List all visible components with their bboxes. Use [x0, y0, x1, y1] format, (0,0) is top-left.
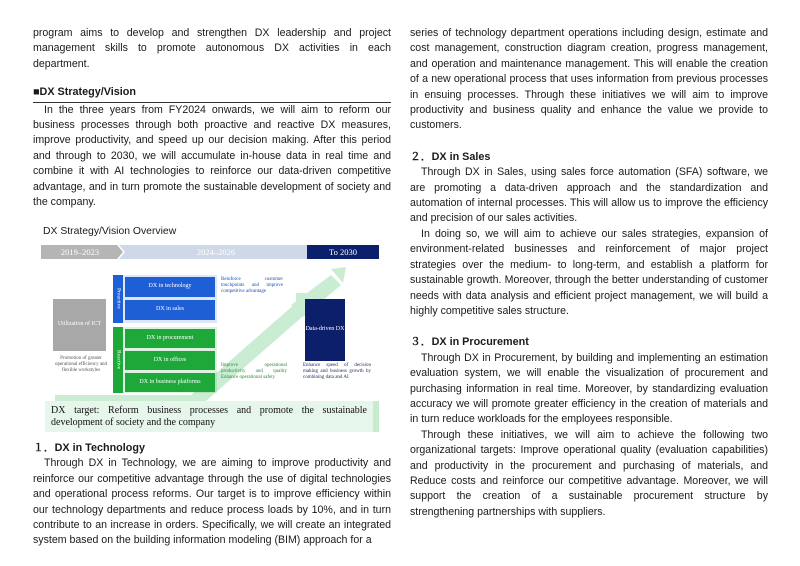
strategy-figure [41, 245, 385, 433]
dx-technology-box: DX in technology [148, 283, 192, 290]
reactive-note: Improve operational productivity and quality Enhance operational safety [221, 362, 287, 380]
dx-procurement-box: DX in procurement [146, 334, 194, 341]
dx-business-platforms-box: DX in business platforms [139, 378, 201, 385]
continuation-paragraph: series of technology department operations including design, estimate and cost management, construction diagram creation, progress management, and operation and maintenance management. This will enable the creation of a new operational process that uses information from previous processes in ensuing processes. Through these initiatives we will aim to improve productivity and business quality and enhance the value we provide to customers. [410, 27, 768, 132]
section1-paragraph: Through DX in Technology, we are aiming to improve productivity and reinforce our competitive advantage through the use of digital technologies and operational process reforms. Our target is to improve efficiency within our technology departments and reduce process loads by 10%, and in turn contribute to an increase in orders. Specifically, we will create an integrated system based on the building information modeling (BIM) approach for a [33, 457, 391, 547]
section1-heading: １．DX in Technology [33, 441, 145, 454]
strategy-paragraph: In the three years from FY2024 onwards, we will aim to reform our business processes through both proactive and reactive DX measures, improve productivity, and speed up our decision making. After this period and through to 2030, we will accumulate in-house data in real time and combine it with AI technologies to reinforce our data-driven competitive advantage, and in turn promote the sustainable development of society and the company. [33, 103, 391, 209]
reactive-label: Reactive [115, 350, 122, 370]
dx-sales-box: DX in sales [156, 306, 184, 313]
utilization-box: Utilization of ICT [57, 321, 102, 328]
figure-title: DX Strategy/Vision Overview [43, 226, 177, 238]
left-column [33, 26, 391, 549]
section2-paragraph-1: Through DX in Sales, using sales force automation (SFA) software, we are promoting a data-driven approach and the standardization and automation of internal processes. This will allow us to improve the efficiency and precision of our sales activities. [410, 166, 768, 225]
data-driven-note: Enhance speed of decision making and business growth by combining data and AI [303, 362, 371, 380]
section3-paragraph-2: Through these initiatives, we will aim to achieve the following two organizational targets: Improve operational quality (evaluation capabilities) and productivity in the procurement and purchasing of materials, and Reduce costs and reinforce our competitive advantage. Moreover, we will support the creation of a sustainable procurement structure by strengthening partnerships with suppliers. [410, 428, 768, 518]
right-column [410, 26, 768, 520]
intro-paragraph: program aims to develop and strengthen DX leadership and project management skills to promote autonomous DX activities in each department. [33, 27, 391, 70]
period-2019-2023: 2019–2023 [60, 246, 100, 257]
utilization-note: Promotion of greater operational efficiency and flexible workstyles [54, 355, 108, 373]
dx-target-banner: DX target: Reform business processes and promote the sustainable development of society and the company [45, 401, 379, 432]
data-driven-box: Data-driven DX [305, 326, 345, 333]
proactive-label: Proactive [115, 288, 122, 310]
section2-heading: ２．DX in Sales [410, 150, 491, 163]
period-2024-2026: 2024–2026 [196, 246, 236, 257]
section3-paragraph-1: Through DX in Procurement, by building and implementing an estimation evaluation system, we will enable the visualization of procurement and purchasing information in real time. Moreover, by standardizing evaluation accuracy we will promote greater efficiency in the creation of materials and in turn reduce workloads for the employees responsible. [410, 351, 768, 426]
section2-paragraph-2: In doing so, we will aim to achieve our sales strategies, expansion of environment-related businesses and reinforcement of major project strategies over the medium- to long-term, and establish a platform for sustainable growth. Moreover, through the better understanding of customer needs with data analysis and efficient project management, we will build a highly competitive sales structure. [410, 227, 768, 317]
dx-offices-box: DX in offices [153, 356, 187, 363]
period-to-2030: To 2030 [329, 246, 357, 257]
strategy-heading: ■DX Strategy/Vision [33, 85, 391, 102]
proactive-note: Reinforce customer touchpoints and improve competitive advantage [221, 276, 283, 294]
section3-heading: ３．DX in Procurement [410, 336, 529, 349]
